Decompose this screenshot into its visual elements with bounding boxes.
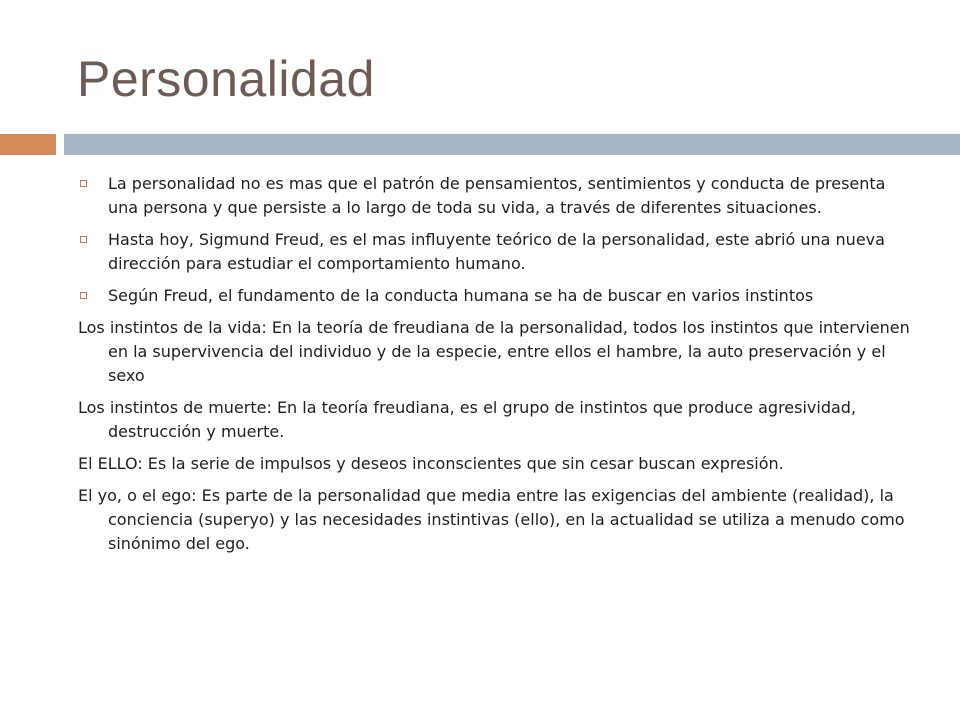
paragraph-instintos-vida: Los instintos de la vida: En la teoría de freudiana de la personalidad, todos los instintos que intervienen en la supervivencia del individuo y de la especie, entre ellos el hambre, la auto preservación y el sexo	[78, 318, 910, 385]
bullet-text: Según Freud, el fundamento de la conducta humana se ha de buscar en varios instintos	[108, 286, 814, 305]
bullet-text: Hasta hoy, Sigmund Freud, es el mas influyente teórico de la personalidad, este abrió una nueva dirección para estudiar el comportamiento humano.	[108, 230, 885, 273]
paragraph-instintos-muerte: Los instintos de muerte: En la teoría freudiana, es el grupo de instintos que produce agresividad, destrucción y muerte.	[78, 398, 857, 441]
paragraph-ego: El yo, o el ego: Es parte de la personalidad que media entre las exigencias del ambiente (realidad), la conciencia (superyo) y las necesidades instintivas (ello), en la actualidad se utiliza a menudo como sinónimo del ego.	[78, 486, 905, 553]
hollow-square-bullet-icon	[80, 180, 87, 187]
bullet-item	[78, 228, 918, 276]
slide-body	[78, 172, 918, 564]
bullet-item	[78, 284, 918, 308]
hollow-square-bullet-icon	[80, 292, 87, 299]
accent-bar-blue	[64, 134, 960, 155]
bullet-text: La personalidad no es mas que el patrón de pensamientos, sentimientos y conducta de presenta una persona y que persiste a lo largo de toda su vida, a través de diferentes situaciones.	[108, 174, 886, 217]
hollow-square-bullet-icon	[80, 236, 87, 243]
paragraph-ello: El ELLO: Es la serie de impulsos y deseos inconscientes que sin cesar buscan expresión.	[78, 454, 784, 473]
slide-title: Personalidad	[77, 51, 375, 107]
bullet-item	[78, 172, 918, 220]
accent-bar-orange	[0, 134, 56, 155]
